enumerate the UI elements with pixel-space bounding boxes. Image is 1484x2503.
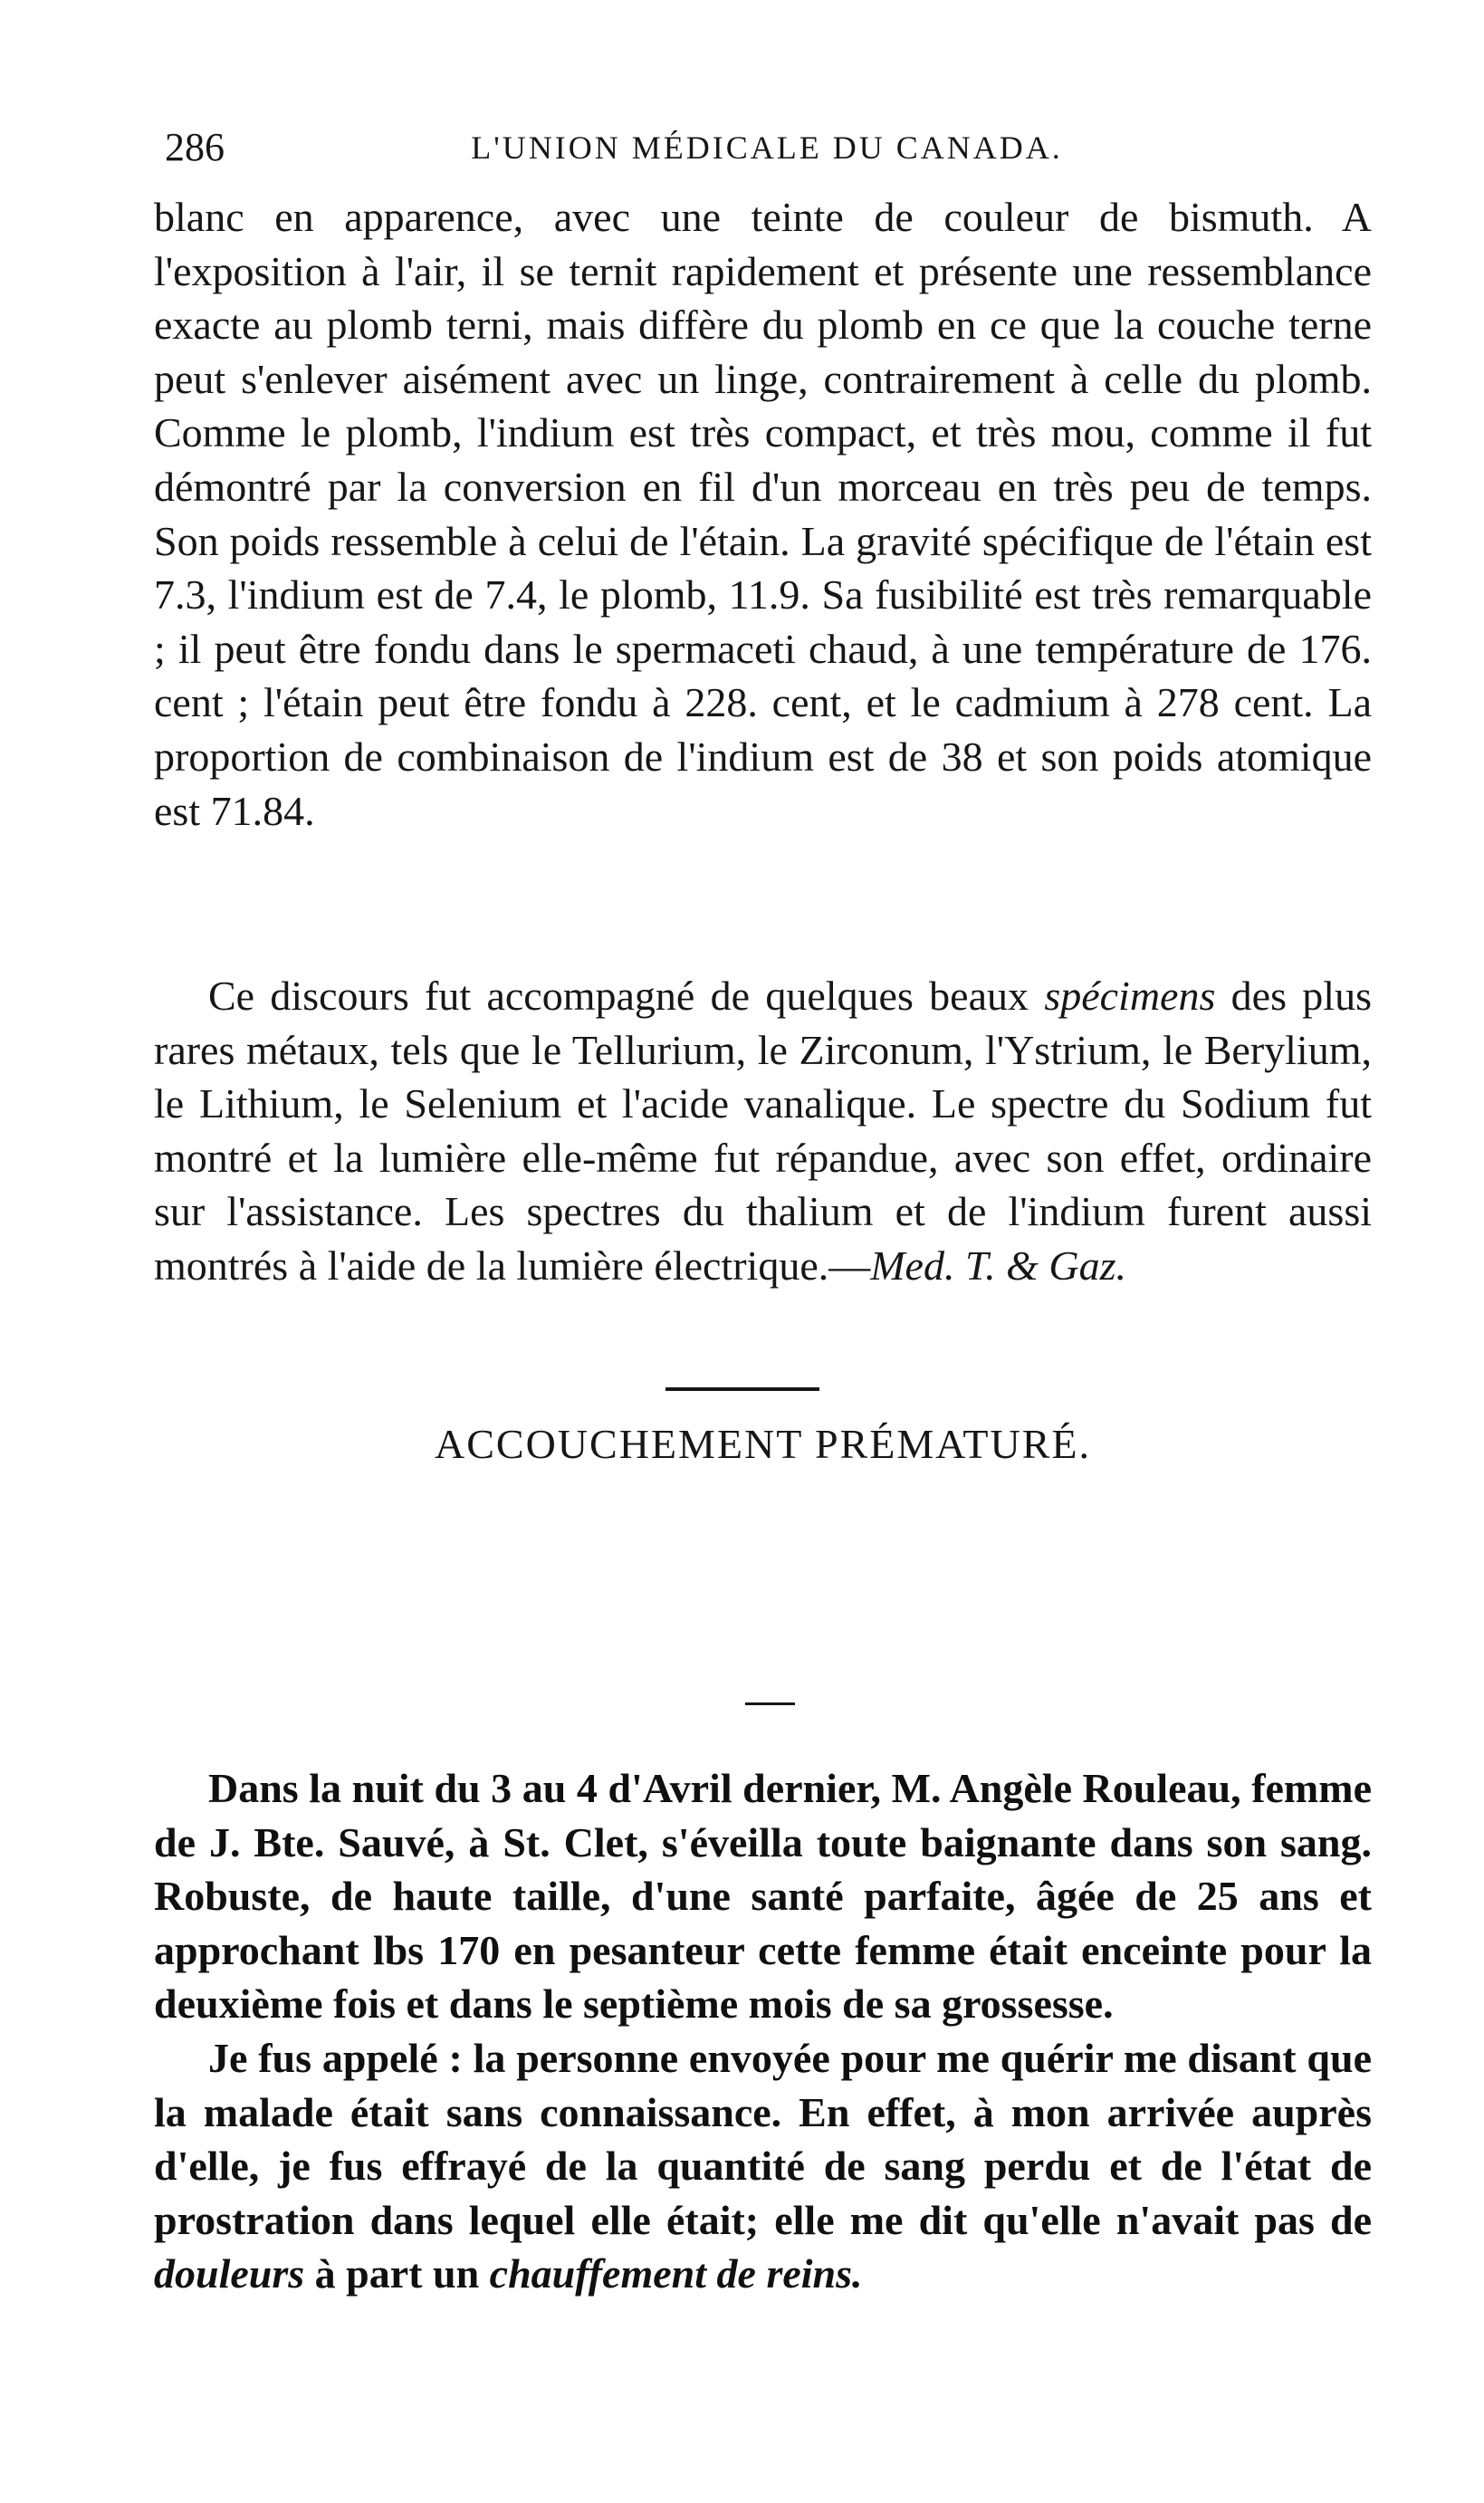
section-title: ACCOUCHEMENT PRÉMATURÉ. [435,1421,1091,1467]
article-2-body [154,1761,1372,2301]
paragraph [154,2031,1372,2301]
paragraph: blanc en apparence, avec une teinte de couleur de bismuth. A l'exposition à l'air, il se ternit rapidement et présente une ressemblance exacte au plomb terni, mais diffère du plomb en ce que la couche terne peut s'enlever aisément avec un linge, contrairement à celle du plomb. Comme le plomb, l'indium est très compact, et très mou, comme il fut démontré par la conversion en fil d'un morceau en très peu de temps. Son poids ressemble à celui de l'étain. La gravité spécifique de l'étain est 7.3, l'indium est de 7.4, le plomb, 11.9. Sa fusibilité est très remarquable ; il peut être fondu dans le spermaceti chaud, à une température de 176. cent ; l'étain peut être fondu à 228. cent, et le cadmium à 278 cent. La proportion de combinaison de l'indium est de 38 et son poids atomique est 71.84. [154,194,1372,834]
title-underline [745,1702,795,1705]
page-header [165,116,1369,179]
italic-word-douleurs: douleurs [154,2250,305,2297]
paragraph-text: Ce discours fut accompagné de quelques beaux [208,973,1045,1019]
paragraph-text: à part un [304,2250,490,2297]
paragraph-text: des plus rares métaux, tels que le Tellurium, le Zirconum, l'Ystrium, le Berylium, le Lithium, le Selenium et l'acide vanalique. Le spectre du Sodium fut montré et la lumière elle-même fut répandue, avec son effet, ordinaire sur l'assistance. Les spectres du thalium et de l'indium furent aussi montrés à l'aide de la lumière électrique.— [154,973,1372,1289]
italic-word-specimens: spécimens [1044,973,1216,1019]
paragraph: Dans la nuit du 3 au 4 d'Avril dernier, M. Angèle Rouleau, femme de J. Bte. Sauvé, à St. Clet, s'éveilla toute baignante dans son sang. Robuste, de haute taille, d'une santé parfaite, âgée de 25 ans et approchant lbs 170 en pesanteur cette femme était enceinte pour la deuxième fois et dans le septième mois de sa grossesse. [154,1765,1372,2028]
article-1-paragraph-1 [154,190,1372,838]
italic-phrase-chauffement: chauffement de reins. [489,2250,863,2297]
paragraph [154,969,1372,1293]
page-number: 286 [165,125,225,169]
running-head: L'UNION MÉDICALE DU CANADA. [471,129,1063,166]
article-1-paragraph-2 [154,969,1372,1293]
section-divider [665,1387,819,1391]
paragraph-text: Je fus appelé : la personne envoyée pour me quérir me disant que la malade était sans connaissance. En effet, à mon arrivée auprès d'elle, je fus effrayé de la quantité de sang perdu et de l'état de prostration dans lequel elle était; elle me dit qu'elle n'avait pas de [154,2034,1372,2243]
source-citation: Med. T. & Gaz. [870,1242,1127,1289]
